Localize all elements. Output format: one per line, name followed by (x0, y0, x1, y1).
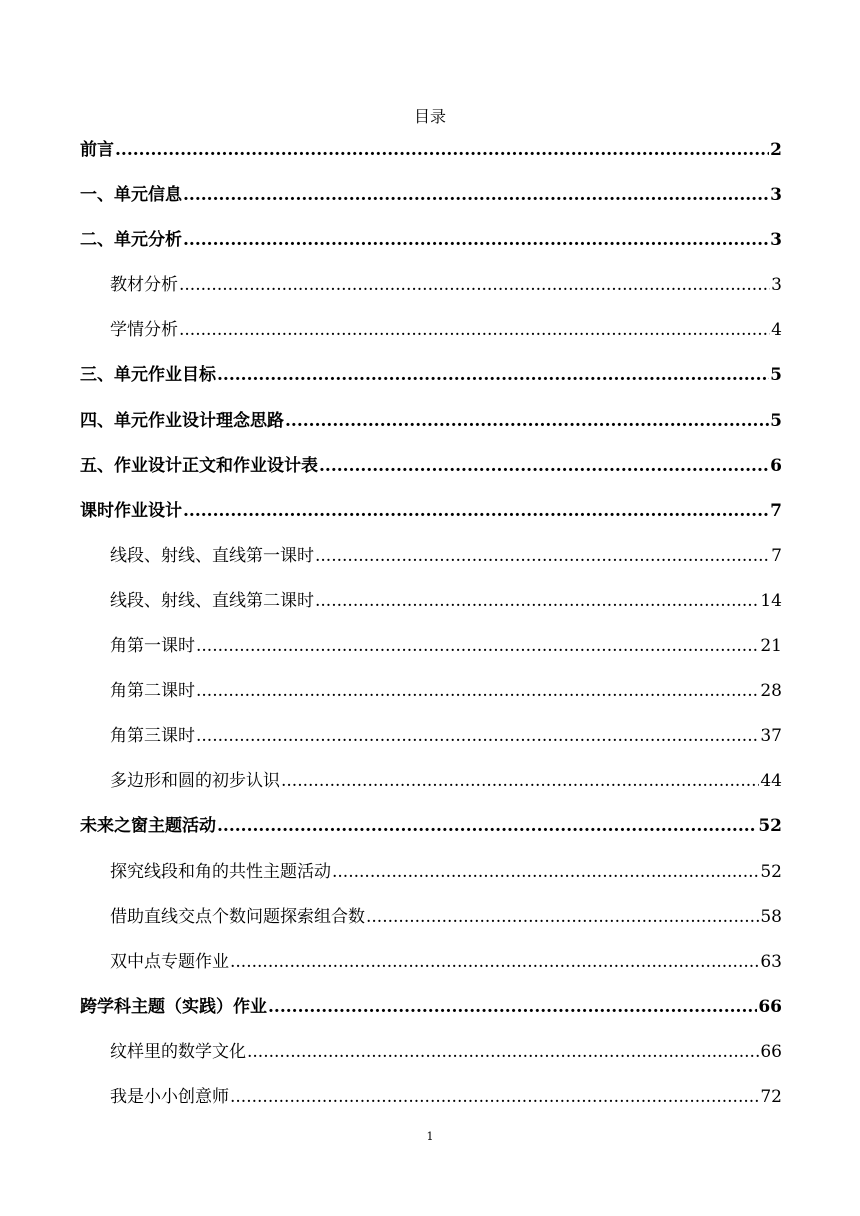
toc-leader-dots (183, 496, 769, 526)
toc-entry-page: 52 (758, 816, 782, 837)
toc-leader-dots (247, 1037, 759, 1067)
toc-entry[interactable] (80, 766, 782, 811)
toc-entry[interactable] (80, 902, 782, 947)
toc-entry-page: 66 (760, 1041, 782, 1062)
toc-entry[interactable] (80, 947, 782, 992)
toc-entry-page: 2 (770, 140, 782, 160)
toc-entry[interactable] (80, 225, 782, 270)
toc-leader-dots (332, 857, 759, 887)
toc-entry-label: 四、单元作业设计理念思路 (80, 410, 284, 431)
toc-leader-dots (281, 766, 759, 796)
toc-leader-dots (319, 451, 769, 481)
toc-entry[interactable] (80, 451, 782, 496)
toc-leader-dots (196, 631, 759, 661)
toc-leader-dots (179, 270, 770, 300)
toc-entry-label: 角第一课时 (110, 636, 195, 657)
toc-entry-page: 63 (760, 951, 782, 972)
toc-entry-page: 37 (760, 726, 782, 747)
page-number: 1 (426, 1130, 434, 1143)
toc-entry-page: 28 (760, 681, 782, 702)
toc-entry[interactable] (80, 406, 782, 451)
toc-entry-label: 课时作业设计 (80, 500, 182, 521)
toc-entry-label: 我是小小创意师 (110, 1086, 229, 1107)
toc-entry-page: 72 (760, 1086, 782, 1107)
toc-entry[interactable] (80, 496, 782, 541)
toc-entry[interactable] (80, 631, 782, 676)
toc-leader-dots (315, 586, 759, 616)
toc-entry-label: 一、单元信息 (80, 185, 182, 206)
toc-entry-page: 5 (770, 410, 782, 431)
toc-entry-label: 未来之窗主题活动 (80, 816, 216, 837)
toc-leader-dots (115, 135, 769, 165)
toc-entry-label: 借助直线交点个数问题探索组合数 (110, 906, 365, 927)
toc-leader-dots (183, 225, 769, 255)
toc-entry-page: 52 (760, 861, 782, 882)
toc-entry-page: 21 (760, 636, 782, 657)
toc-entry-label: 前言 (80, 140, 114, 160)
toc-entry-label: 线段、射线、直线第一课时 (110, 545, 314, 566)
toc-entry-page: 7 (771, 545, 782, 566)
toc-entry-label: 五、作业设计正文和作业设计表 (80, 455, 318, 476)
toc-entry[interactable] (80, 721, 782, 766)
toc-entry[interactable] (80, 135, 782, 180)
toc-entry[interactable] (80, 811, 782, 856)
toc-entry[interactable] (80, 857, 782, 902)
toc-leader-dots (179, 315, 770, 345)
toc-entry-label: 双中点专题作业 (110, 951, 229, 972)
toc-entry-label: 角第三课时 (110, 726, 195, 747)
toc-entry-label: 角第二课时 (110, 681, 195, 702)
toc-entry[interactable] (80, 1082, 782, 1127)
toc-entry-label: 学情分析 (110, 320, 178, 341)
toc-leader-dots (196, 721, 759, 751)
toc-leader-dots (230, 947, 759, 977)
toc-entry-label: 纹样里的数学文化 (110, 1041, 246, 1062)
toc-entry-page: 3 (770, 185, 782, 206)
toc-entry-page: 6 (770, 455, 782, 476)
toc-entry-label: 三、单元作业目标 (80, 365, 216, 386)
toc-entry[interactable] (80, 586, 782, 631)
toc-entry-label: 线段、射线、直线第二课时 (110, 590, 314, 611)
toc-leader-dots (366, 902, 759, 932)
toc-entry-page: 4 (771, 320, 782, 341)
toc-entry[interactable] (80, 270, 782, 315)
toc-entry[interactable] (80, 1037, 782, 1082)
toc-entry[interactable] (80, 180, 782, 225)
toc-entry-label: 二、单元分析 (80, 230, 182, 251)
toc-leader-dots (217, 811, 757, 841)
toc-leader-dots (285, 406, 769, 436)
toc-entry-page: 58 (760, 906, 782, 927)
toc-entry[interactable] (80, 360, 782, 405)
toc-entry[interactable] (80, 992, 782, 1037)
toc-entry-label: 跨学科主题（实践）作业 (80, 996, 267, 1017)
toc-entry-page: 5 (770, 365, 782, 386)
toc-leader-dots (315, 541, 770, 571)
toc-entry-page: 3 (771, 275, 782, 296)
toc-entry[interactable] (80, 541, 782, 586)
toc-entry[interactable] (80, 315, 782, 360)
toc-entry[interactable] (80, 676, 782, 721)
toc-title: 目录 (413, 107, 446, 126)
toc-entry-label: 教材分析 (110, 275, 178, 296)
table-of-contents (80, 135, 782, 1127)
toc-leader-dots (196, 676, 759, 706)
toc-entry-page: 66 (758, 996, 782, 1017)
toc-leader-dots (183, 180, 769, 210)
toc-entry-label: 多边形和圆的初步认识 (110, 771, 280, 792)
toc-leader-dots (230, 1082, 759, 1112)
toc-entry-page: 14 (760, 590, 782, 611)
toc-entry-page: 44 (760, 771, 782, 792)
toc-entry-page: 7 (770, 500, 782, 521)
toc-leader-dots (217, 360, 769, 390)
toc-entry-page: 3 (770, 230, 782, 251)
toc-entry-label: 探究线段和角的共性主题活动 (110, 861, 331, 882)
toc-leader-dots (268, 992, 757, 1022)
